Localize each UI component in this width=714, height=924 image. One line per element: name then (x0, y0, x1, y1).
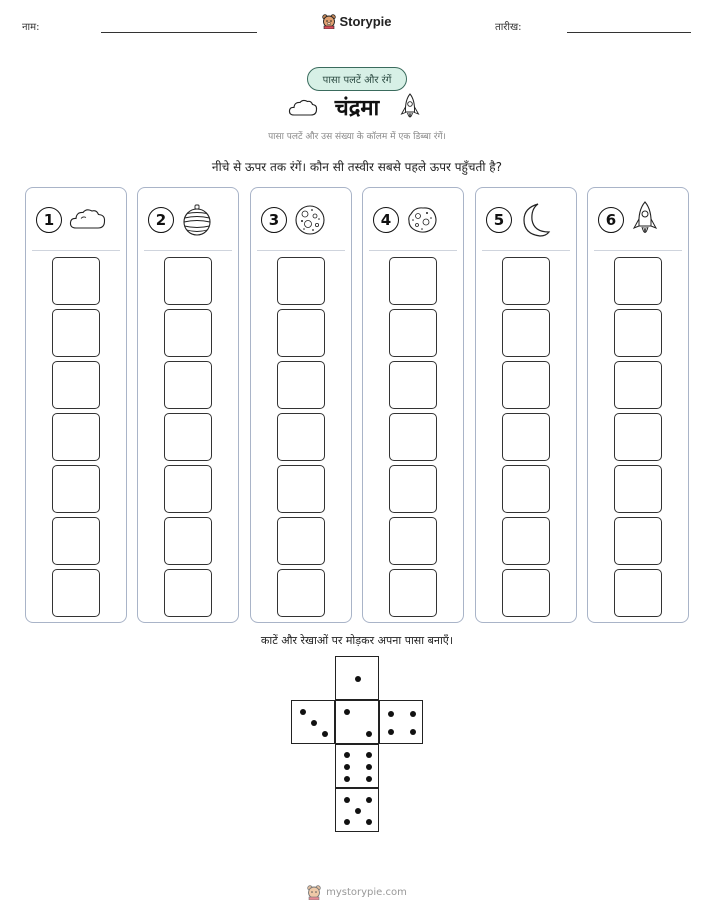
color-box[interactable] (164, 257, 212, 305)
die-pip (344, 764, 350, 770)
color-box[interactable] (502, 569, 550, 617)
color-box[interactable] (277, 413, 325, 461)
column-divider (257, 250, 345, 251)
color-box[interactable] (277, 569, 325, 617)
column-5 (475, 187, 577, 623)
rocket-icon (630, 200, 660, 240)
brand-name: Storypie (339, 14, 392, 29)
color-box[interactable] (164, 517, 212, 565)
moon-craters-icon (293, 203, 327, 237)
footer-site: mystorypie.com (326, 887, 407, 898)
planet-icon (180, 203, 214, 237)
die-face-4 (379, 700, 423, 744)
color-box[interactable] (389, 257, 437, 305)
color-box[interactable] (389, 413, 437, 461)
color-box[interactable] (52, 361, 100, 409)
color-box[interactable] (614, 465, 662, 513)
die-pip (410, 711, 416, 717)
column-6 (587, 187, 689, 623)
color-box[interactable] (277, 517, 325, 565)
die-pip (344, 797, 350, 803)
color-box[interactable] (52, 413, 100, 461)
page-title: चंद्रमा (334, 96, 380, 121)
instruction-subtitle: पासा पलटें और उस संख्या के कॉलम में एक डिब्बा रंगें। (268, 132, 446, 142)
color-box[interactable] (502, 257, 550, 305)
die-pip (410, 729, 416, 735)
color-box[interactable] (614, 569, 662, 617)
color-box[interactable] (52, 257, 100, 305)
die-pip (355, 808, 361, 814)
column-1 (25, 187, 127, 623)
color-box[interactable] (502, 413, 550, 461)
color-box[interactable] (164, 569, 212, 617)
die-pip (344, 709, 350, 715)
die-pip (344, 819, 350, 825)
color-box[interactable] (52, 309, 100, 357)
die-pip (322, 731, 328, 737)
color-box[interactable] (502, 465, 550, 513)
question-text: नीचे से ऊपर तक रंगें। कौन सी तस्वीर सबसे पहले ऊपर पहुँचती है? (211, 160, 503, 174)
die-pip (388, 729, 394, 735)
color-box[interactable] (277, 257, 325, 305)
color-box[interactable] (502, 361, 550, 409)
color-box[interactable] (614, 361, 662, 409)
color-box[interactable] (389, 517, 437, 565)
color-box[interactable] (164, 413, 212, 461)
color-box[interactable] (277, 309, 325, 357)
color-box[interactable] (389, 309, 437, 357)
color-box[interactable] (389, 569, 437, 617)
activity-pill: पासा पलटें और रंगें (307, 67, 407, 91)
color-box[interactable] (277, 465, 325, 513)
color-box[interactable] (164, 465, 212, 513)
die-face-2 (335, 700, 379, 744)
asteroid-icon (405, 204, 439, 236)
column-3 (250, 187, 352, 623)
column-divider (144, 250, 232, 251)
die-pip (366, 764, 372, 770)
color-box[interactable] (52, 465, 100, 513)
column-divider (594, 250, 682, 251)
column-number: 3 (261, 207, 287, 233)
color-box[interactable] (389, 465, 437, 513)
die-face-6 (335, 744, 379, 788)
color-box[interactable] (164, 361, 212, 409)
color-box[interactable] (164, 309, 212, 357)
column-divider (369, 250, 457, 251)
color-box[interactable] (52, 569, 100, 617)
brand-logo (0, 14, 714, 29)
column-number: 5 (486, 207, 512, 233)
die-pip (311, 720, 317, 726)
bear-logo-icon (322, 14, 336, 29)
rocket-icon (398, 92, 422, 124)
cloud-icon (68, 205, 108, 235)
color-box[interactable] (614, 413, 662, 461)
column-divider (482, 250, 570, 251)
die-pip (344, 776, 350, 782)
die-pip (344, 752, 350, 758)
name-line[interactable] (101, 32, 257, 33)
color-box[interactable] (502, 517, 550, 565)
color-box[interactable] (614, 309, 662, 357)
bear-logo-icon (307, 885, 321, 900)
color-box[interactable] (277, 361, 325, 409)
date-label: तारीख: (495, 22, 522, 33)
column-4 (362, 187, 464, 623)
die-pip (366, 776, 372, 782)
column-number: 6 (598, 207, 624, 233)
die-pip (366, 731, 372, 737)
die-pip (366, 819, 372, 825)
die-pip (366, 797, 372, 803)
die-pip (388, 711, 394, 717)
column-number: 1 (36, 207, 62, 233)
dice-instruction: काटें और रेखाओं पर मोड़कर अपना पासा बनाएँ। (260, 634, 454, 647)
die-pip (300, 709, 306, 715)
column-number: 4 (373, 207, 399, 233)
column-2 (137, 187, 239, 623)
die-pip (355, 676, 361, 682)
date-line[interactable] (567, 32, 691, 33)
footer (0, 885, 714, 900)
column-divider (32, 250, 120, 251)
die-pip (366, 752, 372, 758)
die-face-5 (335, 788, 379, 832)
color-box[interactable] (502, 309, 550, 357)
die-face-3 (291, 700, 335, 744)
name-label: नाम: (22, 22, 40, 33)
color-box[interactable] (389, 361, 437, 409)
color-box[interactable] (614, 517, 662, 565)
die-face-1 (335, 656, 379, 700)
crescent-moon-icon (518, 201, 552, 239)
color-box[interactable] (52, 517, 100, 565)
column-number: 2 (148, 207, 174, 233)
color-box[interactable] (614, 257, 662, 305)
